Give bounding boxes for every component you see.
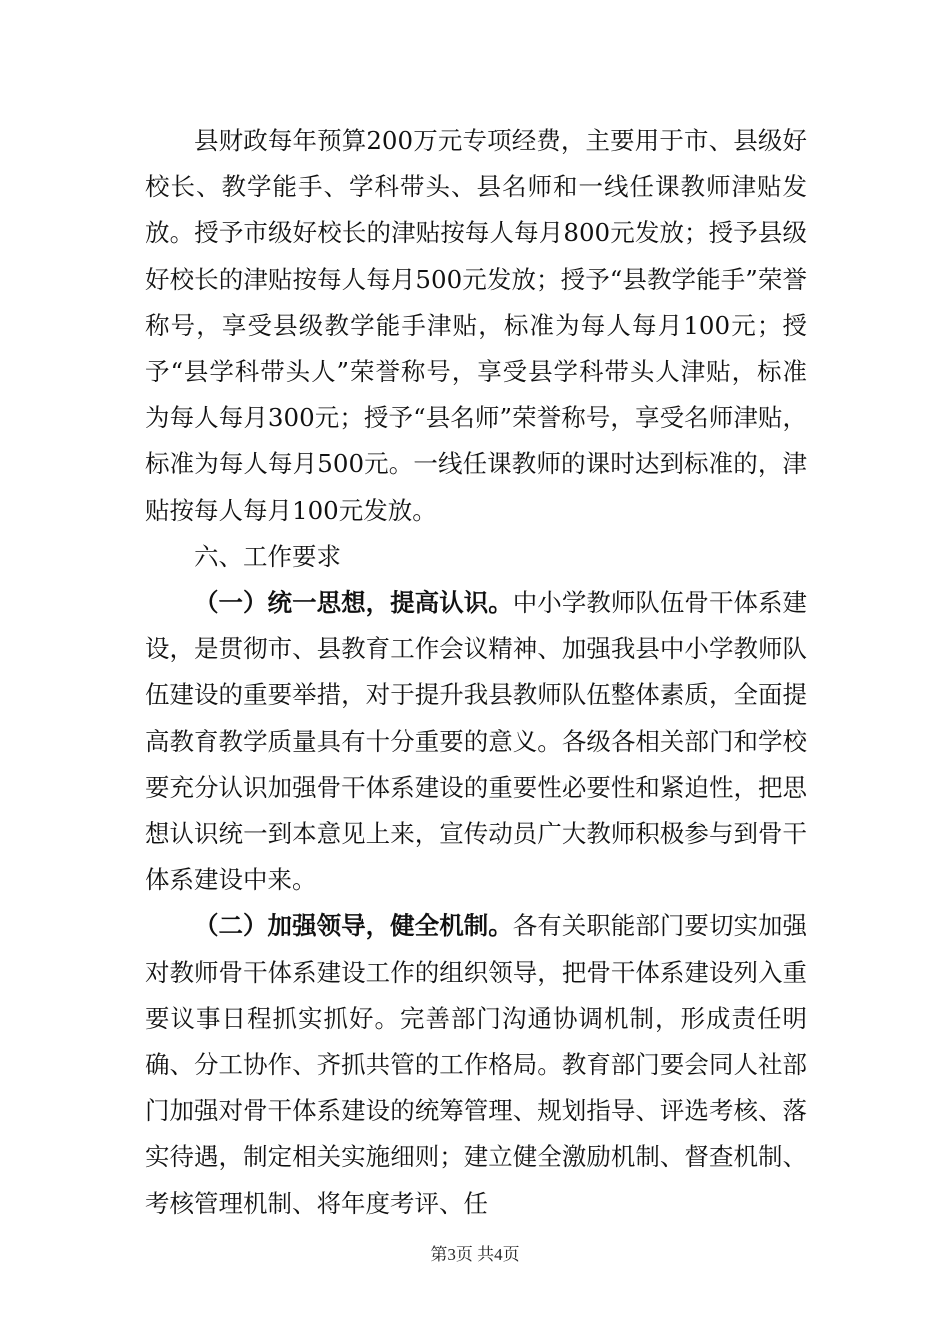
subsection-title-unify-thinking: （一）统一思想，提高认识。 (194, 588, 513, 618)
paragraph-unify-thinking (145, 580, 807, 903)
page-footer: 第3页 共4页 (430, 1245, 520, 1264)
paragraph-funding: 县财政每年预算200万元专项经费，主要用于市、县级好校长、教学能手、学科带头、县名师和一线任课教师津贴发放。授予市级好校长的津贴按每人每月800元发放；授予县级好校长的津贴按每人每月500元发放；授予“县教学能手”荣誉称号，享受县级教学能手津贴，标准为每人每月100元；授予“县学科带头人”荣誉称号，享受县学科带头人津贴，标准为每人每月300元；授予“县名师”荣誉称号，享受名师津贴，标准为每人每月500元。一线任课教师的课时达到标准的，津贴按每人每月100元发放。 (145, 126, 807, 525)
document-body (145, 118, 807, 1227)
subsection-body-unify-thinking: 中小学教师队伍骨干体系建设，是贯彻市、县教育工作会议精神、加强我县中小学教师队伍建设的重要举措，对于提升我县教师队伍整体素质，全面提高教育教学质量具有十分重要的意义。各级各相关部门和学校要充分认识加强骨干体系建设的重要性必要性和紧迫性，把思想认识统一到本意见上来，宣传动员广大教师积极参与到骨干体系建设中来。 (145, 588, 808, 895)
section-heading-work-requirements: 六、工作要求 (194, 541, 341, 571)
subsection-title-strengthen-leadership: （二）加强领导，健全机制。 (194, 911, 513, 941)
paragraph-strengthen-leadership (145, 903, 807, 1226)
subsection-body-strengthen-leadership: 各有关职能部门要切实加强对教师骨干体系建设工作的组织领导，把骨干体系建设列入重要议事日程抓实抓好。完善部门沟通协调机制，形成责任明确、分工协作、齐抓共管的工作格局。教育部门要会同人社部门加强对骨干体系建设的统筹管理、规划指导、评选考核、落实待遇，制定相关实施细则；建立健全激励机制、督查机制、考核管理机制、将年度考评、任 (145, 911, 808, 1218)
